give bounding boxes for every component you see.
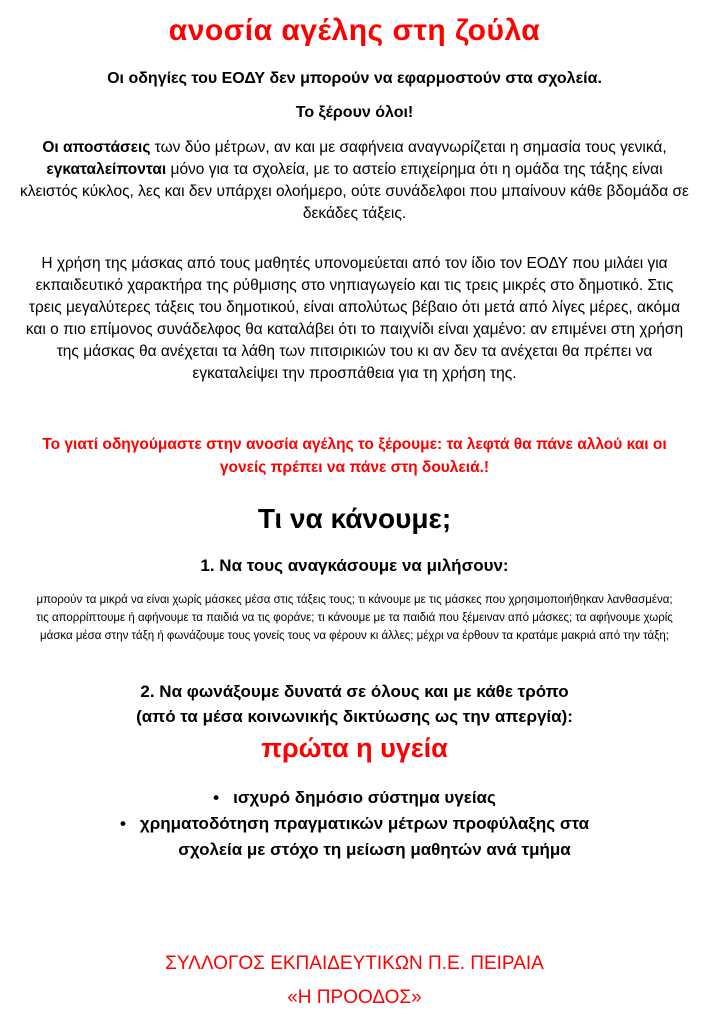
union-subtitle: «Η ΠΡΟΟΔΟΣ» bbox=[287, 987, 422, 1008]
bullet-icon: • bbox=[119, 814, 126, 833]
flyer-subtitle-emphasis: Το ξέρουν όλοι! bbox=[295, 104, 414, 121]
list-item bbox=[0, 785, 709, 811]
bullet-icon: • bbox=[213, 788, 220, 807]
health-first-title: πρώτα η υγεία bbox=[261, 733, 448, 763]
union-signature bbox=[0, 947, 709, 1015]
paragraph-distances-text-2: μόνο για τα σχολεία, με το αστείο επιχείρημα ότι η ομάδα της τάξης είναι κλειστός κύκλος, λες και δεν υπάρχει ολοήμερο, ούτε συνάδελφοι που μπαίνουν κάθε βδομάδα σε δεκάδες τάξεις. bbox=[20, 161, 689, 222]
paragraph-herd-immunity: Το γιατί οδηγούμαστε στην ανοσία αγέλης το ξέρουμε: τα λεφτά θα πάνε αλλού και οι γονείς πρέπει να πάνε στη δουλειά.! bbox=[42, 436, 667, 476]
step-1-text: μπορούν τα μικρά να είναι χωρίς μάσκες μέσα στις τάξεις τους; τι κάνουμε με τις μάσκες που χρησιμοποιήθηκαν λανθασμένα; τις απορρίπτουμε ή αφήνουμε τα παιδιά να τις φοράνε; τι κάνουμε με τα παιδιά που ξέμειναν από μάσκες; τα αφήνουμε χωρίς μάσκα μέσα στην τάξη ή φωνάζουμε τους γονείς τους να φέρουν κι άλλες; μέχρι να έρθουν τα κρατάμε μακριά από την τάξη; bbox=[36, 594, 673, 642]
flyer-title: ανοσία αγέλης στη ζούλα bbox=[168, 14, 541, 47]
paragraph-distances-bold-2: εγκαταλείπονται bbox=[46, 161, 167, 178]
step-2-line-2: (από τα μέσα κοινωνικής δικτύωσης ως την απεργία): bbox=[136, 707, 573, 726]
step-2-line-1: 2. Να φωνάξουμε δυνατά σε όλους και με κάθε τρόπο bbox=[140, 682, 569, 701]
demand-funding-line-2: σχολεία με στόχο τη μείωση μαθητών ανά τμήμα bbox=[178, 840, 571, 859]
paragraph-distances bbox=[18, 137, 691, 225]
paragraph-masks: Η χρήση της μάσκας από τους μαθητές υπονομεύεται από τον ίδιο τον ΕΟΔΥ που μιλάει για εκπαιδευτικό χαρακτήρα της ρύθμισης στο νηπιαγωγείο και τις τρεις μικρές στο δημοτικό. Στις τρεις μεγαλύτερες τάξεις του δημοτικού, είναι απολύτως βέβαιο ότι μετά από λίγες μέρες, ακόμα και ο πιο επίμονος συνάδελφος θα καταλάβει ότι το παιχνίδι είναι χαμένο: αν επιμένει στη χρήση της μάσκας θα ανέχεται τα λάθη των πιτσιρικιών του κι αν δεν τα ανέχεται θα πρέπει να εγκαταλείψει την προσπάθεια για τη χρήση της. bbox=[25, 255, 684, 382]
paragraph-distances-text-1: των δύο μέτρων, αν και με σαφήνεια αναγνωρίζεται η σημασία τους γενικά, bbox=[150, 139, 667, 156]
what-to-do-heading: Τι να κάνουμε; bbox=[257, 503, 452, 534]
union-name: ΣΥΛΛΟΓΟΣ ΕΚΠΑΙΔΕΥΤΙΚΩΝ Π.Ε. ΠΕΙΡΑΙΑ bbox=[165, 953, 544, 974]
demands-list bbox=[0, 785, 709, 863]
demand-public-health: ισχυρό δημόσιο σύστημα υγείας bbox=[233, 788, 496, 807]
paragraph-distances-bold-1: Οι αποστάσεις bbox=[42, 139, 151, 156]
step-1-heading: 1. Να τους αναγκάσουμε να μιλήσουν: bbox=[200, 556, 509, 575]
step-2-heading bbox=[0, 679, 709, 729]
list-item bbox=[0, 811, 709, 863]
demand-funding-line-1: χρηματοδότηση πραγματικών μέτρων προφύλαξης στα bbox=[139, 814, 590, 833]
flyer-subtitle: Οι οδηγίες του ΕΟΔΥ δεν μπορούν να εφαρμοστούν στα σχολεία. bbox=[107, 70, 602, 87]
